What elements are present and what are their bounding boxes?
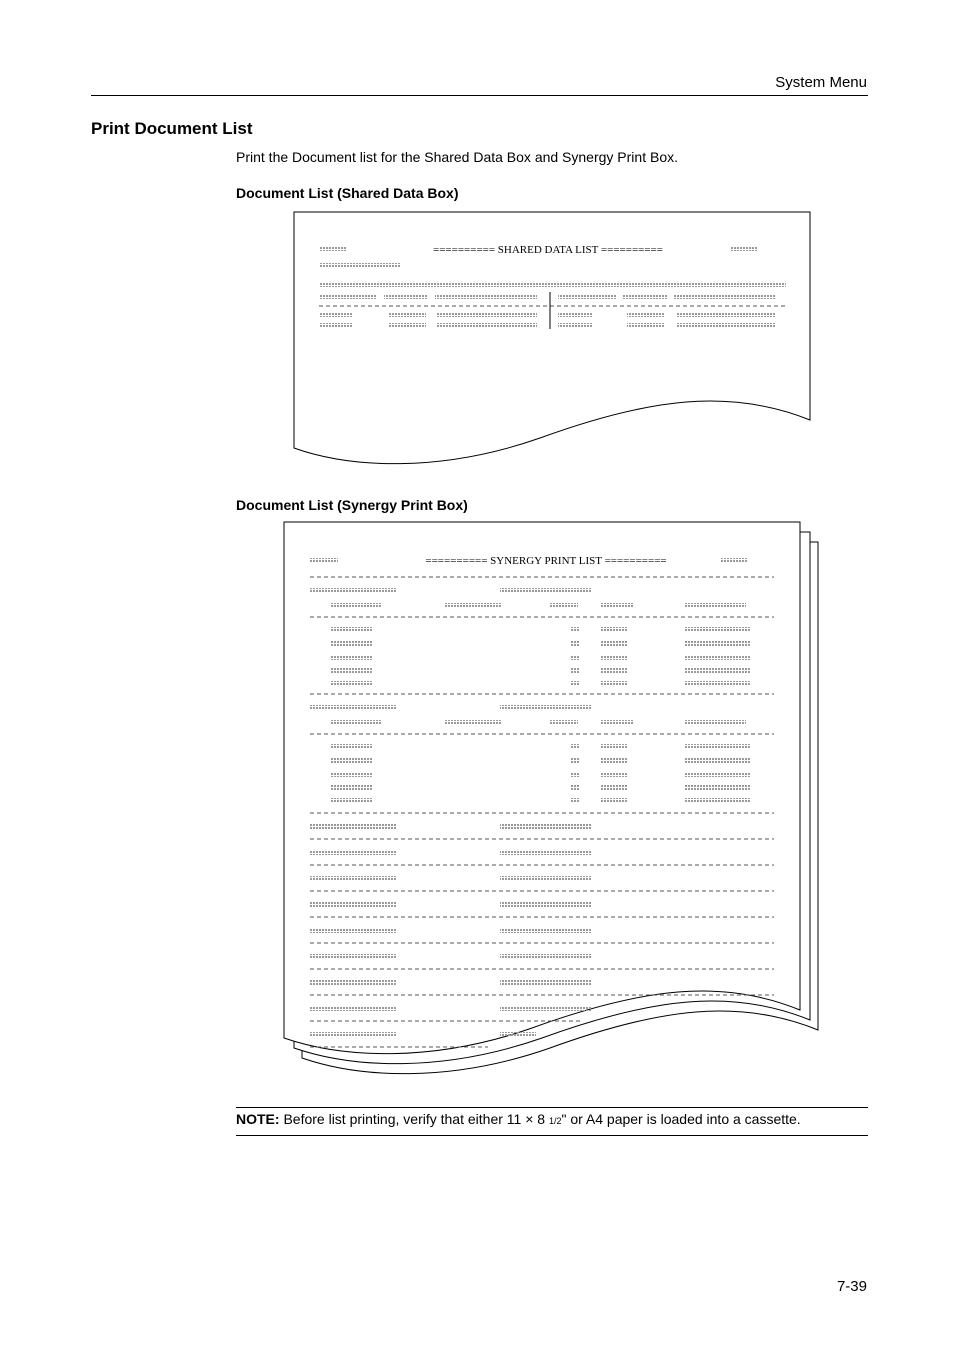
note-top-rule (236, 1107, 868, 1108)
page-number: 7-39 (836, 1278, 867, 1295)
synergy-print-list-illustration (280, 518, 826, 1086)
running-header: System Menu (775, 74, 867, 91)
note-box (236, 1111, 801, 1127)
note-fraction: 1/2 (548, 1116, 562, 1126)
header-rule (91, 95, 868, 96)
synergy-list-title: ========== SYNERGY PRINT LIST ========== (425, 555, 667, 567)
note-bottom-rule (236, 1135, 868, 1136)
shared-list-title: ========== SHARED DATA LIST ========== (433, 244, 663, 256)
figure-caption-shared: Document List (Shared Data Box) (236, 185, 459, 201)
figure-caption-synergy: Document List (Synergy Print Box) (236, 497, 468, 513)
section-title: Print Document List (91, 119, 253, 138)
note-text-after: " or A4 paper is loaded into a cassette. (561, 1111, 801, 1127)
shared-data-list-illustration (290, 208, 816, 476)
note-text-before: Before list printing, verify that either 11 × 8 (279, 1111, 549, 1127)
intro-paragraph: Print the Document list for the Shared Data Box and Synergy Print Box. (236, 149, 678, 165)
note-label: NOTE: (236, 1111, 280, 1127)
